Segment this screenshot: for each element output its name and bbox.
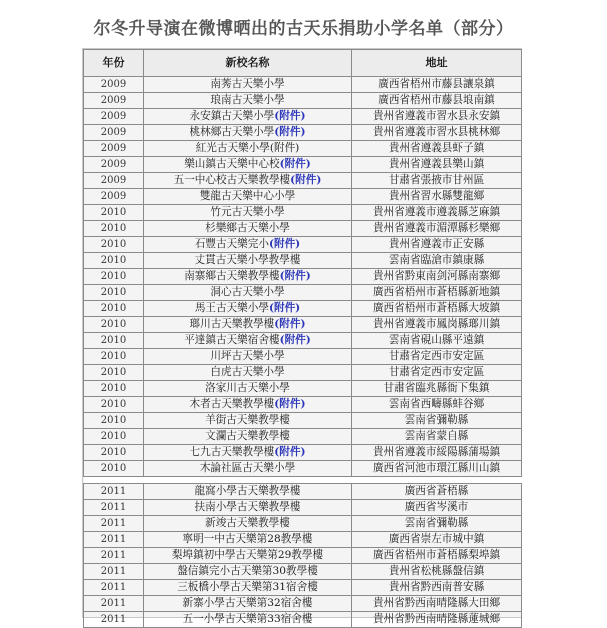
- cell-year: 2010: [84, 429, 144, 445]
- cell-year: 2011: [84, 548, 144, 564]
- school-name-text: 梨埠鎮初中學古天樂第29教學樓: [171, 549, 324, 561]
- school-name-text: 樂山鎮古天樂中心校: [184, 158, 280, 170]
- cell-school-name: [144, 269, 352, 285]
- table-row: [84, 349, 522, 365]
- table-scan-gap: [84, 477, 522, 484]
- cell-address: 雲南省臨滄市鎮康縣: [352, 253, 522, 269]
- table-row: [84, 285, 522, 301]
- cell-school-name: [144, 564, 352, 580]
- cell-year: 2009: [84, 173, 144, 189]
- cell-school-name: [144, 500, 352, 516]
- cell-school-name: [144, 381, 352, 397]
- cell-school-name: [144, 93, 352, 109]
- school-name-text: 南寨鄉古天樂教學樓: [184, 270, 280, 282]
- school-name-text: 木論社區古天樂小學: [199, 462, 296, 474]
- cell-year: 2009: [84, 189, 144, 205]
- scanned-table-image: [82, 48, 522, 625]
- table-row: [84, 580, 522, 596]
- attachment-link[interactable]: (附件): [274, 446, 306, 458]
- cell-address: 甘肅省定西市安定區: [352, 349, 522, 365]
- cell-address: 雲南省硯山縣平遠鎮: [352, 333, 522, 349]
- cell-school-name: [144, 173, 352, 189]
- header-address: 地址: [352, 50, 522, 77]
- cell-year: 2010: [84, 221, 144, 237]
- school-name-text: 桃林鄉古天樂小學: [189, 126, 275, 138]
- cell-school-name: [144, 548, 352, 564]
- cell-year: 2009: [84, 93, 144, 109]
- cell-address: 甘肅省張掖市甘州區: [352, 173, 522, 189]
- cell-school-name: [144, 612, 352, 628]
- page-title: 尔冬升导演在微博晒出的古天乐捐助小学名单（部分）: [93, 19, 514, 39]
- cell-year: 2011: [84, 564, 144, 580]
- table-row: [84, 500, 522, 516]
- cell-school-name: [144, 397, 352, 413]
- table-row: [84, 317, 522, 333]
- cell-school-name: [144, 333, 352, 349]
- cell-school-name: [144, 484, 352, 500]
- cell-school-name: [144, 237, 352, 253]
- gap-cell: [84, 477, 522, 484]
- school-name-text: 洛家川古天樂小學: [205, 382, 290, 394]
- cell-school-name: [144, 125, 352, 141]
- school-name-text: 羊街古天樂教學樓: [205, 414, 290, 426]
- cell-address: 貴州省遵義县樂山鎮: [352, 157, 522, 173]
- cell-year: 2011: [84, 596, 144, 612]
- attachment-link[interactable]: (附件): [279, 334, 311, 346]
- table-row: [84, 381, 522, 397]
- table-row: [84, 413, 522, 429]
- cell-school-name: [144, 596, 352, 612]
- cell-school-name: [144, 429, 352, 445]
- cell-address: 甘肅省臨兆縣衙下集鎮: [352, 381, 522, 397]
- school-name-text: 琅南古天樂小學: [210, 94, 285, 106]
- table-row: [84, 612, 522, 628]
- cell-year: 2011: [84, 532, 144, 548]
- school-name-text: 紅光古天樂小學(附件): [195, 142, 300, 154]
- table-row: [84, 157, 522, 173]
- table-row: [84, 532, 522, 548]
- cell-address: 貴州省習水縣雙龍鄉: [352, 189, 522, 205]
- school-name-text: 瑯川古天樂教學樓: [189, 318, 275, 330]
- cell-year: 2010: [84, 237, 144, 253]
- cell-school-name: [144, 516, 352, 532]
- school-name-text: 平達鎮古天樂宿舍樓: [184, 334, 280, 346]
- cell-year: 2011: [84, 580, 144, 596]
- cell-school-name: [144, 301, 352, 317]
- cell-school-name: [144, 413, 352, 429]
- cell-year: 2010: [84, 301, 144, 317]
- school-name-text: 川坪古天樂小學: [210, 350, 285, 362]
- cell-school-name: [144, 580, 352, 596]
- cell-school-name: [144, 77, 352, 93]
- school-name-text: 木者古天樂教學樓: [189, 398, 275, 410]
- attachment-link[interactable]: (附件): [274, 110, 306, 122]
- cell-year: 2009: [84, 109, 144, 125]
- cell-address: 廣西省梧州市蒼梧縣新地鎮: [352, 285, 522, 301]
- school-name-text: 新竣古天樂教學樓: [205, 517, 290, 529]
- cell-address: 廣西省梧州市藤县讓泉鎮: [352, 77, 522, 93]
- attachment-link[interactable]: (附件): [274, 126, 306, 138]
- cell-year: 2010: [84, 205, 144, 221]
- table-row: [84, 237, 522, 253]
- cell-school-name: [144, 349, 352, 365]
- cell-year: 2010: [84, 349, 144, 365]
- cell-year: 2009: [84, 141, 144, 157]
- table-row: [84, 333, 522, 349]
- table-body: [84, 77, 522, 628]
- school-name-text: 洞心古天樂小學: [210, 286, 285, 298]
- table-row: [84, 93, 522, 109]
- school-name-text: 永安鎮古天樂小學: [189, 110, 275, 122]
- cell-school-name: [144, 109, 352, 125]
- attachment-link[interactable]: (附件): [279, 158, 311, 170]
- cell-address: 廣西省崇左市城中鎮: [352, 532, 522, 548]
- table-row: [84, 173, 522, 189]
- header-school-name: 新校名称: [144, 50, 352, 77]
- school-name-text: 雙龍古天樂中心小學: [199, 190, 296, 202]
- school-list-table: [83, 49, 522, 628]
- cell-year: 2010: [84, 333, 144, 349]
- cell-year: 2010: [84, 381, 144, 397]
- cell-year: 2010: [84, 461, 144, 477]
- cell-school-name: [144, 317, 352, 333]
- attachment-link[interactable]: (附件): [290, 174, 322, 186]
- table-row: [84, 189, 522, 205]
- table-row: [84, 365, 522, 381]
- cell-year: 2009: [84, 125, 144, 141]
- cell-school-name: [144, 205, 352, 221]
- table-row: [84, 125, 522, 141]
- cell-year: 2010: [84, 317, 144, 333]
- cell-year: 2010: [84, 365, 144, 381]
- cell-year: 2010: [84, 413, 144, 429]
- cell-address: 貴州省遵義市遵義縣芝麻鎮: [352, 205, 522, 221]
- cell-address: 雲南省西疇縣蚌谷鄉: [352, 397, 522, 413]
- school-name-text: 七九古天樂教學樓: [189, 446, 275, 458]
- cell-address: 貴州省遵義市習水县桃林鄉: [352, 125, 522, 141]
- cell-address: 雲南省彌勒縣: [352, 516, 522, 532]
- cell-year: 2011: [84, 612, 144, 628]
- table-row: [84, 445, 522, 461]
- attachment-link[interactable]: (附件): [268, 238, 301, 250]
- cell-school-name: [144, 141, 352, 157]
- cell-year: 2010: [84, 253, 144, 269]
- school-name-text: 五一小學古天樂第33宿舍樓: [182, 613, 313, 625]
- cell-year: 2010: [84, 397, 144, 413]
- attachment-link[interactable]: (附件): [268, 302, 301, 314]
- cell-year: 2011: [84, 516, 144, 532]
- table-row: [84, 77, 522, 93]
- table-row: [84, 461, 522, 477]
- cell-school-name: [144, 285, 352, 301]
- cell-school-name: [144, 157, 352, 173]
- cell-address: 雲南省彌勒縣: [352, 413, 522, 429]
- cell-year: 2010: [84, 285, 144, 301]
- cell-year: 2009: [84, 77, 144, 93]
- cell-address: 貴州省遵義市習水县永安鎮: [352, 109, 522, 125]
- table-row: [84, 429, 522, 445]
- school-name-text: 石豐古天樂完小: [194, 238, 269, 250]
- cell-address: 廣西省河池市環江縣川山鎮: [352, 461, 522, 477]
- header-year: 年份: [84, 50, 144, 77]
- school-name-text: 馬王古天樂小學: [194, 302, 269, 314]
- cell-school-name: [144, 445, 352, 461]
- table-row: [84, 596, 522, 612]
- table-row: [84, 301, 522, 317]
- school-name-text: 文瀾古天樂教學樓: [205, 430, 290, 442]
- school-name-text: 新寨小學古天樂第32宿舍樓: [182, 597, 313, 609]
- table-row: [84, 269, 522, 285]
- cell-address: 貴州省遵義市正安縣: [352, 237, 522, 253]
- cell-address: 廣西省梧州市藤县埌南鎮: [352, 93, 522, 109]
- table-row: [84, 205, 522, 221]
- cell-year: 2011: [84, 500, 144, 516]
- cell-year: 2011: [84, 484, 144, 500]
- cell-address: 廣西省岑溪市: [352, 500, 522, 516]
- school-name-text: 白虎古天樂小學: [210, 366, 285, 378]
- cell-year: 2009: [84, 157, 144, 173]
- cell-year: 2010: [84, 269, 144, 285]
- table-row: [84, 516, 522, 532]
- school-name-text: 五一中心校古天樂教學樓: [173, 174, 291, 186]
- school-name-text: 杉樂鄉古天樂小學: [205, 222, 290, 234]
- cell-address: 貴州省遵義县虾子鎮: [352, 141, 522, 157]
- cell-school-name: [144, 221, 352, 237]
- cell-address: 貴州省黔西南晴隆縣蓮城鄉: [352, 612, 522, 628]
- table-row: [84, 109, 522, 125]
- table-row: [84, 253, 522, 269]
- school-name-text: 盤信鎮完小古天樂第30教學樓: [177, 565, 318, 577]
- cell-address: 貴州省遵義市湄潭縣杉樂鄉: [352, 221, 522, 237]
- cell-address: 廣西省蒼梧縣: [352, 484, 522, 500]
- cell-address: 貴州省遵義市綏陽縣蒲場鎮: [352, 445, 522, 461]
- table-row: [84, 221, 522, 237]
- school-name-text: 丈貫古天樂小學教學樓: [194, 254, 301, 266]
- cell-address: 貴州省黔西南晴隆縣大田鄉: [352, 596, 522, 612]
- cell-address: 貴州省遵義市鳳岗縣瑯川鎮: [352, 317, 522, 333]
- table-row: [84, 397, 522, 413]
- table-row: [84, 484, 522, 500]
- cell-school-name: [144, 532, 352, 548]
- cell-address: 雲南省蒙自縣: [352, 429, 522, 445]
- cell-address: 廣西省梧州市蒼梧縣梨埠鎮: [352, 548, 522, 564]
- attachment-link[interactable]: (附件): [279, 270, 311, 282]
- attachment-link[interactable]: (附件): [274, 318, 306, 330]
- cell-address: 廣西省梧州市蒼梧縣大坡鎮: [352, 301, 522, 317]
- table-row: [84, 548, 522, 564]
- table-row: [84, 141, 522, 157]
- cell-address: 貴州省黔西南普安縣: [352, 580, 522, 596]
- school-name-text: 竹元古天樂小學: [210, 206, 285, 218]
- school-name-text: 寧明一中古天樂第28教學樓: [182, 533, 313, 545]
- table-row: [84, 564, 522, 580]
- cell-school-name: [144, 189, 352, 205]
- cell-school-name: [144, 365, 352, 381]
- cell-address: 甘肅省定西市安定區: [352, 365, 522, 381]
- cell-address: 貴州省黔東南剑河縣南寨鄉: [352, 269, 522, 285]
- cell-address: 貴州省松桃縣盤信鎮: [352, 564, 522, 580]
- cell-school-name: [144, 253, 352, 269]
- cell-school-name: [144, 461, 352, 477]
- school-name-text: 南莠古天樂小學: [210, 78, 285, 90]
- school-name-text: 扶南小學古天樂教學樓: [194, 501, 301, 513]
- table-header-row: [84, 50, 522, 77]
- cell-year: 2010: [84, 445, 144, 461]
- school-name-text: 三板橋小學古天樂第31宿舍樓: [177, 581, 318, 593]
- attachment-link[interactable]: (附件): [274, 398, 306, 410]
- school-name-text: 龍窩小學古天樂教學樓: [194, 485, 301, 497]
